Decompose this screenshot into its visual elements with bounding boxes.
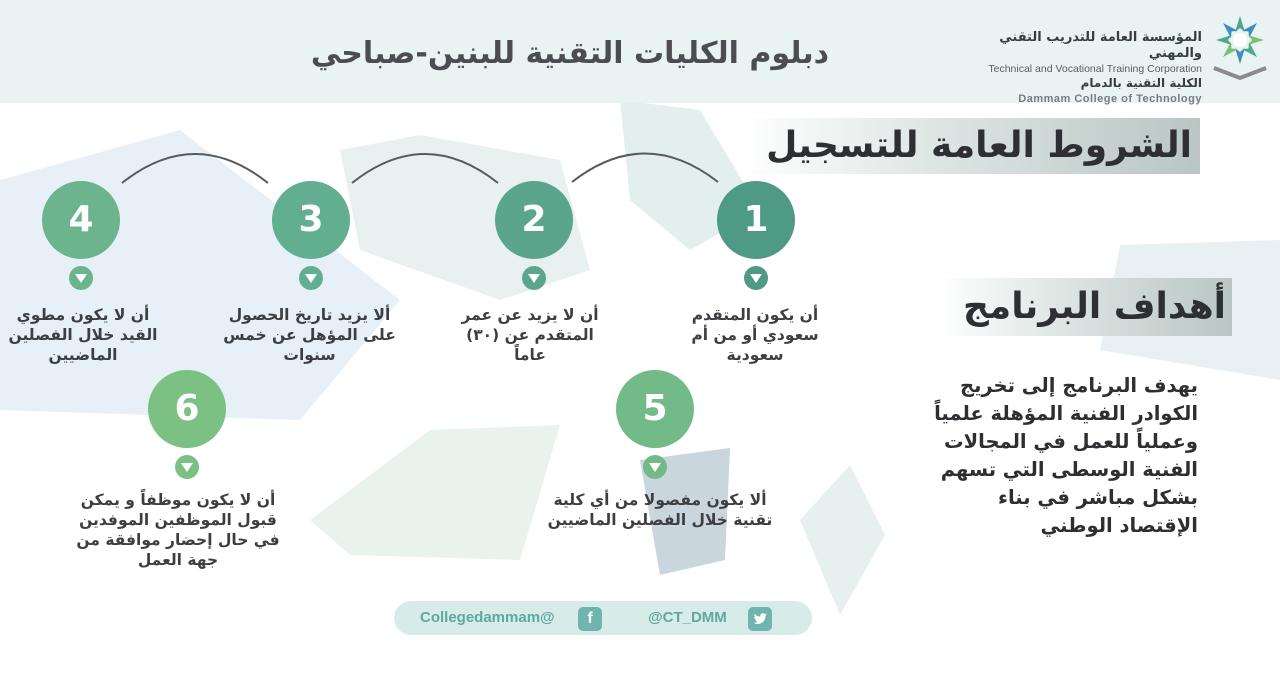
condition-5-arrow-icon [643,455,667,479]
condition-3-number: 3 [272,181,350,259]
condition-6-arrow-icon [175,455,199,479]
condition-3-arrow-icon [299,266,323,290]
bg-shape-bottom-left [310,425,560,560]
twitter-handle[interactable]: @CT_DMM [648,609,727,626]
registration-conditions-title: الشروط العامة للتسجيل [740,118,1200,174]
organization-logo-text [968,30,1202,107]
org-name-en: Technical and Vocational Training Corporation [988,63,1202,75]
condition-2-arrow-icon [522,266,546,290]
program-goals-text: يهدف البرنامج إلى تخريج الكوادر الفنية المؤهلة علمياً وعملياً للعمل في المجالات الفنية الوسطى التي تسهم بشكل مباشر في بناء الإقتصاد الوطني [934,374,1198,537]
twitter-icon[interactable] [748,607,772,631]
condition-1-text: أن يكون المتقدم سعودي أو من أم سعودية [691,306,819,364]
condition-2-number: 2 [495,181,573,259]
condition-4-arrow-icon [69,266,93,290]
condition-4-number: 4 [42,181,120,259]
condition-6-number: 6 [148,370,226,448]
bg-shape-bottom-right [800,465,885,615]
condition-5-text: ألا يكون مفصولا من أي كلية تقنية خلال الفصلين الماضيين [547,491,773,529]
condition-2-text: أن لا يزيد عن عمر المتقدم عن (٣٠) عاماً [461,306,599,364]
condition-3-text: ألا يزيد تاريخ الحصول على المؤهل عن خمس سنوات [223,306,396,364]
program-goals-title: أهداف البرنامج [936,278,1232,336]
facebook-icon[interactable]: f [578,607,602,631]
condition-6-text: أن لا يكون موظفاً و يمكن قبول الموظفين الموفدين في حال إحضار موافقة من جهة العمل [76,491,280,569]
page-title: دبلوم الكليات التقنية للبنين-صباحي [310,36,830,71]
facebook-handle[interactable]: Collegedammam@ [420,609,555,626]
condition-1-number: 1 [717,181,795,259]
condition-1-arrow-icon [744,266,768,290]
tvtc-logo-icon [1208,10,1272,82]
condition-5-number: 5 [616,370,694,448]
college-name-en: Dammam College of Technology [1018,93,1202,105]
org-name-ar: المؤسسة العامة للتدريب التقني والمهني [999,30,1202,61]
college-name-ar: الكلية التقنية بالدمام [1080,76,1202,90]
condition-4-text: أن لا يكون مطوي القيد خلال الفصلين الماضيين [8,306,158,364]
